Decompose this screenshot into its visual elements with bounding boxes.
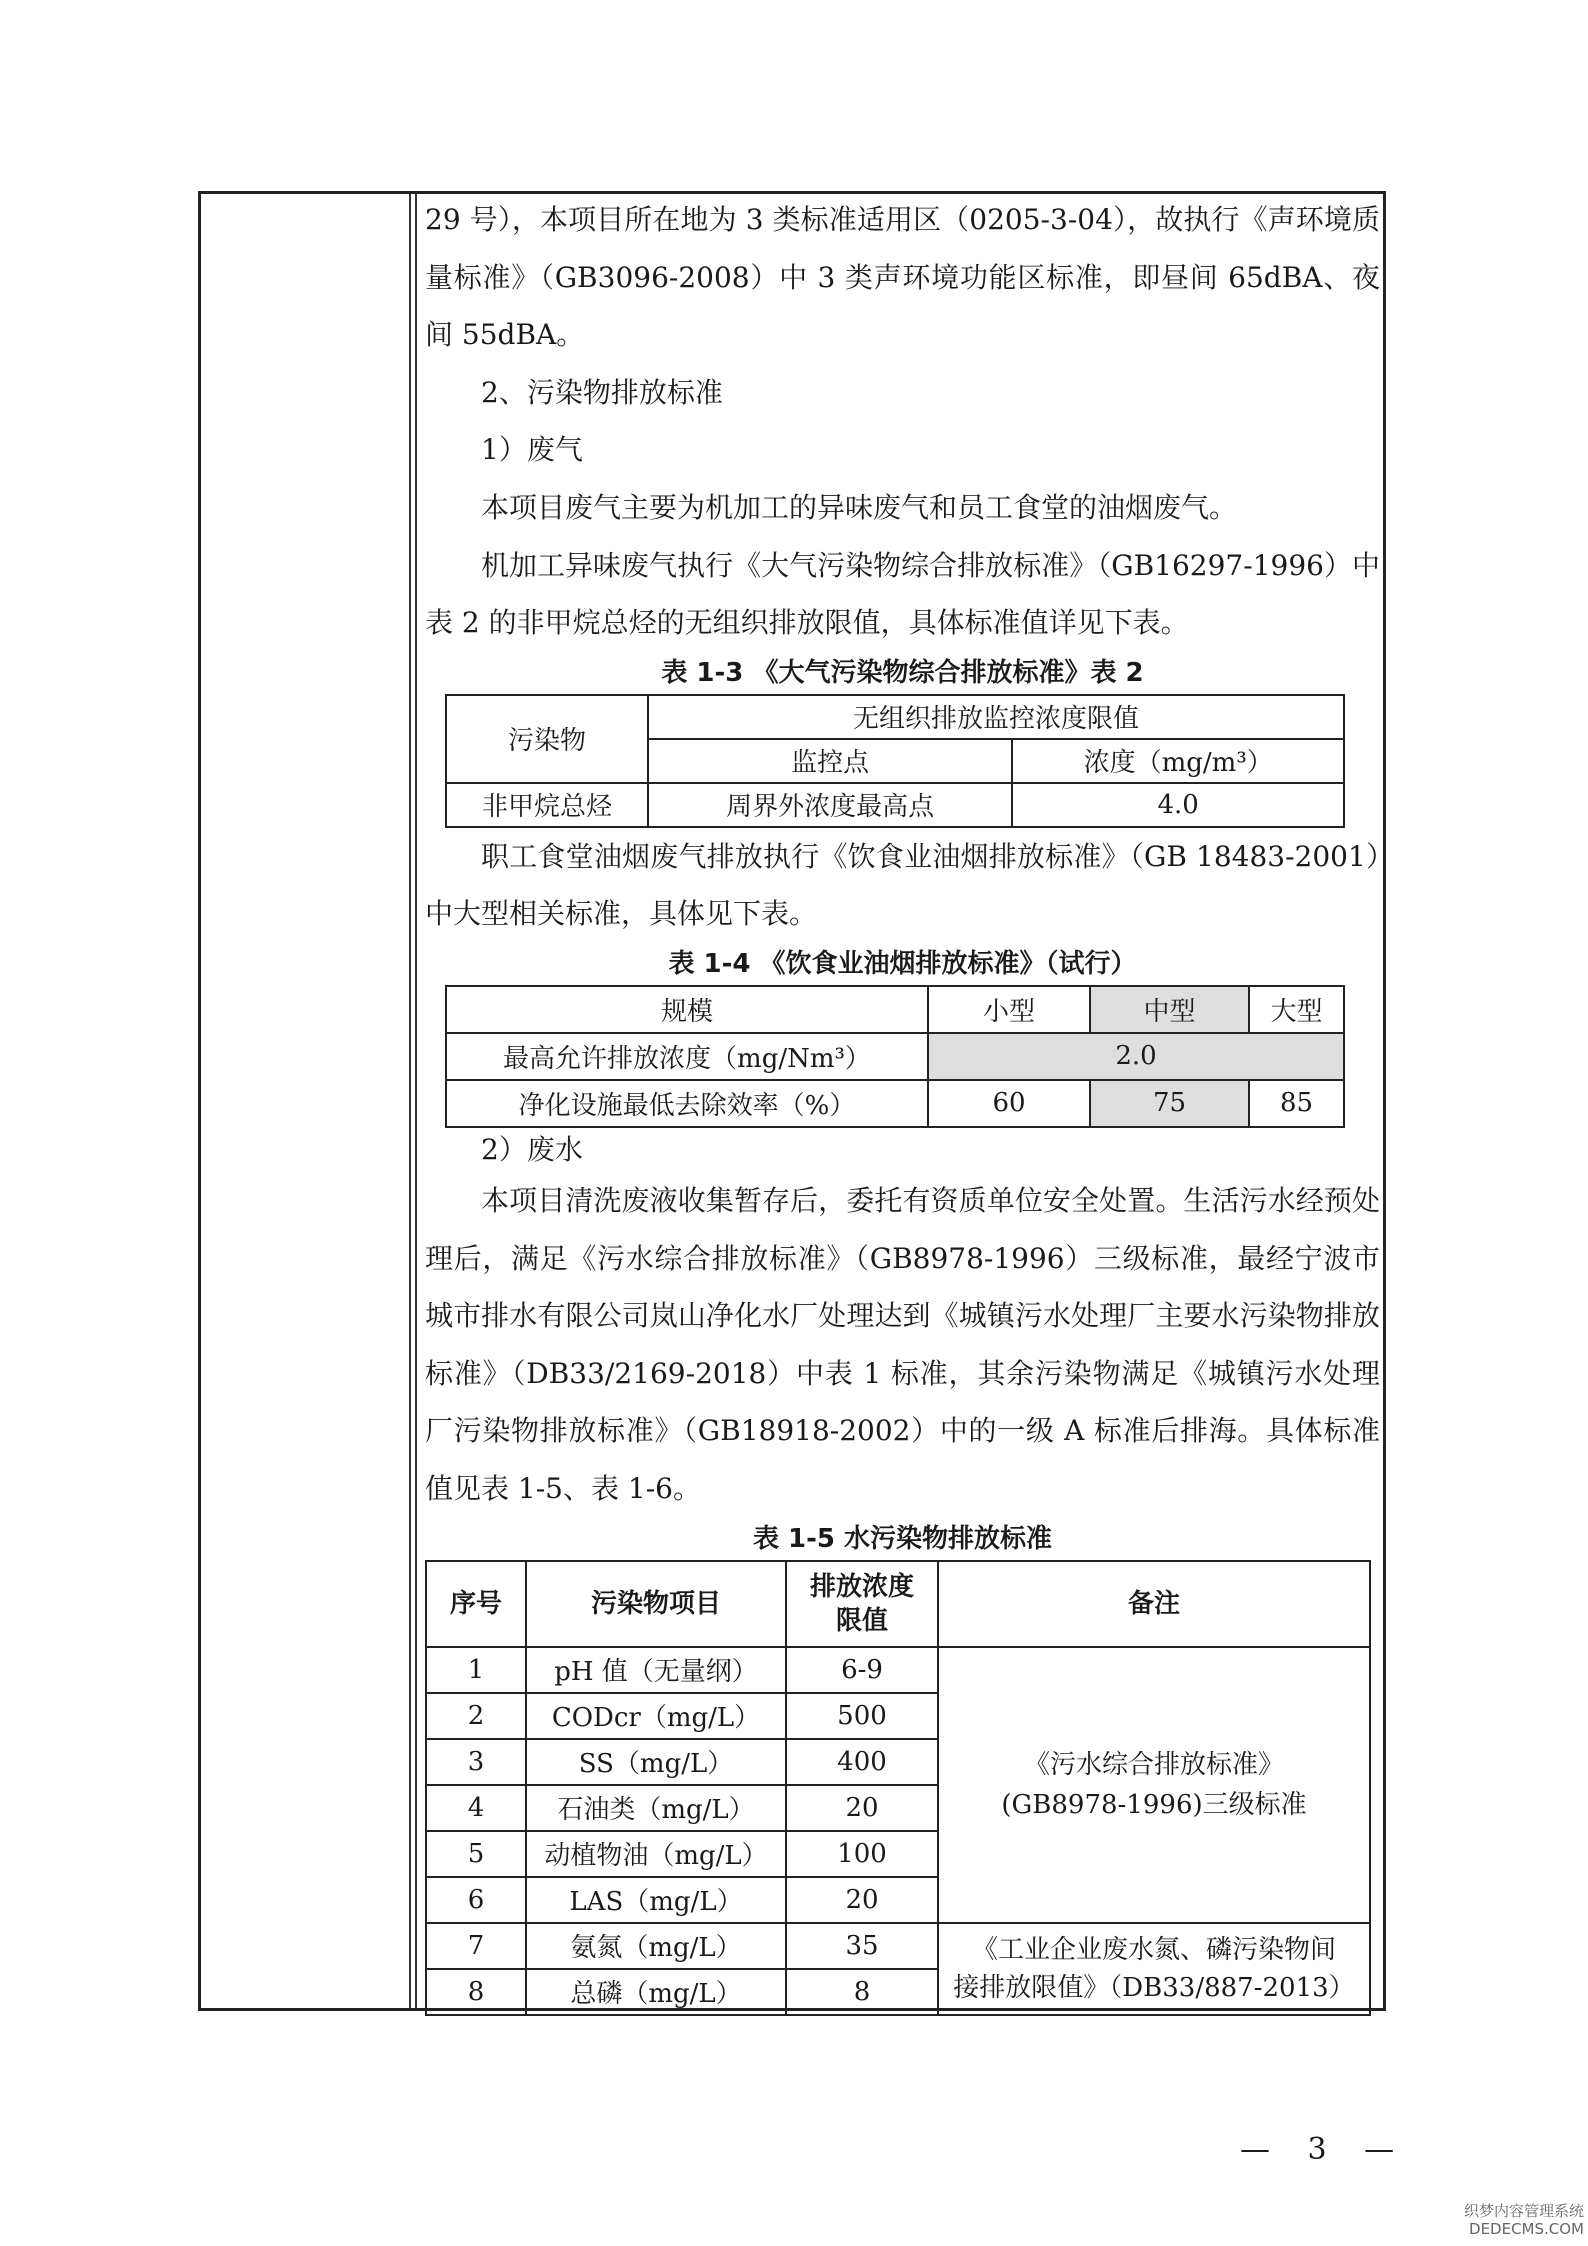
header-line: 排放浓度	[809, 1571, 914, 1602]
table-header-cell: 小型	[928, 986, 1090, 1033]
watermark	[1464, 2202, 1584, 2238]
note-line: 接排放限值》（DB33/887-2013）	[953, 1972, 1355, 2003]
table-cell: 6	[426, 1877, 526, 1923]
table-header-cell: 监控点	[648, 739, 1012, 783]
table-cell: 2	[426, 1693, 526, 1739]
table-header-cell: 污染物	[446, 695, 648, 783]
table-cell: 75	[1090, 1080, 1249, 1127]
table-header-cell: 污染物项目	[526, 1561, 786, 1647]
table-cell: 60	[928, 1080, 1090, 1127]
table-cell: 400	[786, 1739, 938, 1785]
watermark-line: 织梦内容管理系统	[1463, 2202, 1584, 2220]
table-header-cell: 序号	[426, 1561, 526, 1647]
column-divider	[415, 194, 417, 2008]
table-header-cell: 浓度（mg/m³）	[1012, 739, 1344, 783]
note-line: (GB8978-1996)三级标准	[1001, 1789, 1307, 1820]
paragraph: 职工食堂油烟废气排放执行《饮食业油烟排放标准》（GB 18483-2001）中大型相关标准，具体见下表。	[425, 839, 1380, 931]
table-cell: 8	[426, 1969, 526, 2015]
main-content	[425, 191, 1380, 2016]
watermark-line: DEDECMS.COM	[1469, 2220, 1584, 2238]
table-header-cell: 规模	[446, 986, 928, 1033]
page-number: — 3 —	[1240, 2132, 1409, 2167]
table-cell: 净化设施最低去除效率（%）	[446, 1080, 928, 1127]
table-cell: 4.0	[1012, 783, 1344, 827]
table-cell: 周界外浓度最高点	[648, 783, 1012, 827]
air-emission-table	[445, 694, 1345, 828]
table-row	[426, 1923, 1370, 1969]
header-line: 限值	[835, 1605, 888, 1636]
table-cell: 总磷（mg/L）	[526, 1969, 786, 2015]
subsection-heading: 1）废气	[481, 433, 583, 467]
table-cell: 2.0	[928, 1033, 1344, 1080]
table-cell: 500	[786, 1693, 938, 1739]
table-cell: 35	[786, 1923, 938, 1969]
table-header-cell: 备注	[938, 1561, 1370, 1647]
table-cell: 氨氮（mg/L）	[526, 1923, 786, 1969]
table-header-cell: 大型	[1249, 986, 1344, 1033]
table-cell: 6-9	[786, 1647, 938, 1693]
table-row	[446, 783, 1344, 827]
table-cell: 1	[426, 1647, 526, 1693]
table-cell: 4	[426, 1785, 526, 1831]
table-header-cell	[786, 1561, 938, 1647]
table-cell: 8	[786, 1969, 938, 2015]
table-row	[446, 1033, 1344, 1080]
note-line: 《污水综合排放标准》	[1023, 1749, 1284, 1780]
table-cell: 20	[786, 1785, 938, 1831]
note-line: 《工业企业废水氮、磷污染物间	[971, 1934, 1336, 1965]
table-cell: 3	[426, 1739, 526, 1785]
paragraph: 29 号），本项目所在地为 3 类标准适用区（0205-3-04），故执行《声环境质量标准》（GB3096-2008）中 3 类声环境功能区标准，即昼间 65dBA、夜间 55dBA。	[425, 203, 1380, 352]
table-caption: 表 1-3 《大气污染物综合排放标准》表 2	[661, 657, 1144, 688]
table-cell: LAS（mg/L）	[526, 1877, 786, 1923]
table-row	[426, 1647, 1370, 1693]
paragraph: 本项目清洗废液收集暂存后，委托有资质单位安全处置。生活污水经预处理后，满足《污水综合排放标准》（GB8978-1996）三级标准，最经宁波市城市排水有限公司岚山净化水厂处理达到《城镇污水处理厂主要水污染物排放标准》（DB33/2169-2018）中表 1 标准，其余污染物满足《城镇污水处理厂污染物排放标准》（GB18918-2002）中的一级 A 标准后排海。具体标准值见表 1-5、表 1-6。	[425, 1183, 1380, 1505]
table-cell: 85	[1249, 1080, 1344, 1127]
table-row	[446, 1080, 1344, 1127]
table-cell: 20	[786, 1877, 938, 1923]
table-cell: CODcr（mg/L）	[526, 1693, 786, 1739]
paragraph: 机加工异味废气执行《大气污染物综合排放标准》（GB16297-1996）中表 2 的非甲烷总烃的无组织排放限值，具体标准值详见下表。	[425, 548, 1380, 640]
table-header-cell: 无组织排放监控浓度限值	[648, 695, 1344, 739]
table-cell: 7	[426, 1923, 526, 1969]
table-cell: SS（mg/L）	[526, 1739, 786, 1785]
table-header-cell: 中型	[1090, 986, 1249, 1033]
table-cell: 5	[426, 1831, 526, 1877]
table-note-cell	[938, 1923, 1370, 2015]
column-divider	[409, 194, 411, 2008]
table-cell: 100	[786, 1831, 938, 1877]
table-caption: 表 1-4 《饮食业油烟排放标准》（试行）	[668, 948, 1137, 979]
oil-fume-table	[445, 985, 1345, 1128]
table-cell: pH 值（无量纲）	[526, 1647, 786, 1693]
table-cell: 石油类（mg/L）	[526, 1785, 786, 1831]
section-heading: 2、污染物排放标准	[481, 375, 723, 409]
subsection-heading: 2）废水	[481, 1132, 583, 1166]
paragraph: 本项目废气主要为机加工的异味废气和员工食堂的油烟废气。	[481, 490, 1238, 524]
water-pollutant-table	[425, 1560, 1371, 2016]
table-cell: 最高允许排放浓度（mg/Nm³）	[446, 1033, 928, 1080]
table-cell: 非甲烷总烃	[446, 783, 648, 827]
table-cell: 动植物油（mg/L）	[526, 1831, 786, 1877]
table-caption: 表 1-5 水污染物排放标准	[752, 1523, 1053, 1554]
table-note-cell	[938, 1647, 1370, 1923]
